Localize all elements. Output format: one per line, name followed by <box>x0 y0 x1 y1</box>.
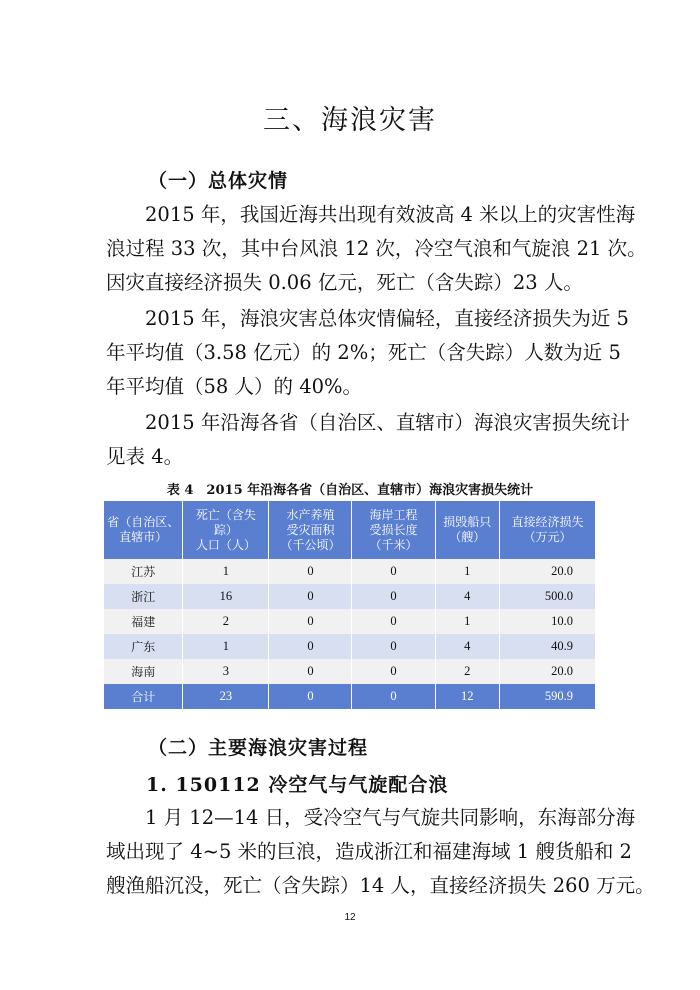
table-row <box>104 559 596 584</box>
subsection-heading-150112: 1. 150112 冷空气与气旋配合浪 <box>146 774 449 796</box>
section-heading-main-processes: （二）主要海浪灾害过程 <box>148 737 369 759</box>
header-coastal-works: 海岸工程 受损长度 （千米） <box>352 501 435 559</box>
cell-total-deaths: 23 <box>183 684 269 709</box>
cell-deaths: 1 <box>183 634 269 659</box>
page-number: 12 <box>344 912 356 923</box>
cell-coastal: 0 <box>352 634 435 659</box>
page-title: 三、海浪灾害 <box>263 105 437 136</box>
text-line: 域出现了 4~5 米的巨浪，造成浙江和福建海域 1 艘货船和 2 <box>106 840 632 863</box>
paragraph-overall-1 <box>106 198 647 300</box>
cell-total-ships: 12 <box>435 684 499 709</box>
cell-ships: 4 <box>435 584 499 609</box>
text-line: 年平均值（3.58 亿元）的 2%；死亡（含失踪）人数为近 5 <box>106 341 621 364</box>
cell-total-label: 合计 <box>104 684 183 709</box>
paragraph-overall-3 <box>106 406 630 474</box>
cell-loss: 20.0 <box>499 659 595 684</box>
loss-statistics-table <box>104 501 596 709</box>
text-line: 因灾直接经济损失 0.06 亿元，死亡（含失踪）23 人。 <box>106 271 583 294</box>
header-deaths: 死亡（含失踪） 人口（人） <box>183 501 269 559</box>
text-line: 2015 年，海浪灾害总体灾情偏轻，直接经济损失为近 5 <box>145 307 629 330</box>
header-aquaculture-area: 水产养殖 受灾面积 （千公顷） <box>269 501 352 559</box>
text-line: 艘渔船沉没，死亡（含失踪）14 人，直接经济损失 260 万元。 <box>106 874 655 897</box>
cell-loss: 10.0 <box>499 609 595 634</box>
cell-province: 江苏 <box>104 559 183 584</box>
text-line: 浪过程 33 次，其中台风浪 12 次，冷空气浪和气旋浪 21 次。 <box>106 237 647 260</box>
paragraph-150112 <box>106 801 655 903</box>
text-line: 2015 年沿海各省（自治区、直辖市）海浪灾害损失统计 <box>145 411 630 434</box>
cell-deaths: 2 <box>183 609 269 634</box>
table-row <box>104 609 596 634</box>
table-header-row <box>104 501 596 559</box>
text-line: 见表 4。 <box>106 445 184 468</box>
header-economic-loss: 直接经济损失 （万元） <box>499 501 595 559</box>
cell-coastal: 0 <box>352 584 435 609</box>
cell-province: 浙江 <box>104 584 183 609</box>
header-ships-destroyed: 损毁船只 （艘） <box>435 501 499 559</box>
table-total-row <box>104 684 596 709</box>
cell-province: 海南 <box>104 659 183 684</box>
cell-coastal: 0 <box>352 659 435 684</box>
cell-ships: 1 <box>435 559 499 584</box>
cell-loss: 20.0 <box>499 559 595 584</box>
table-row <box>104 659 596 684</box>
cell-province: 广东 <box>104 634 183 659</box>
cell-deaths: 3 <box>183 659 269 684</box>
table-row <box>104 634 596 659</box>
cell-province: 福建 <box>104 609 183 634</box>
cell-ships: 2 <box>435 659 499 684</box>
cell-aquaculture: 0 <box>269 659 352 684</box>
text-line: 1 月 12—14 日，受冷空气与气旋共同影响，东海部分海 <box>145 806 636 829</box>
cell-aquaculture: 0 <box>269 609 352 634</box>
cell-coastal: 0 <box>352 609 435 634</box>
cell-loss: 500.0 <box>499 584 595 609</box>
cell-total-coastal: 0 <box>352 684 435 709</box>
cell-aquaculture: 0 <box>269 559 352 584</box>
header-province: 省（自治区、 直辖市） <box>104 501 183 559</box>
paragraph-overall-2 <box>106 302 629 404</box>
section-heading-overall: （一）总体灾情 <box>148 170 289 192</box>
cell-deaths: 1 <box>183 559 269 584</box>
cell-total-loss: 590.9 <box>499 684 595 709</box>
cell-aquaculture: 0 <box>269 584 352 609</box>
table-row <box>104 584 596 609</box>
text-line: 2015 年，我国近海共出现有效波高 4 米以上的灾害性海 <box>145 203 636 226</box>
cell-loss: 40.9 <box>499 634 595 659</box>
cell-ships: 1 <box>435 609 499 634</box>
cell-ships: 4 <box>435 634 499 659</box>
text-line: 年平均值（58 人）的 40%。 <box>106 375 363 398</box>
cell-deaths: 16 <box>183 584 269 609</box>
table-caption: 表 4 2015 年沿海各省（自治区、直辖市）海浪灾害损失统计 <box>166 483 534 498</box>
cell-coastal: 0 <box>352 559 435 584</box>
cell-aquaculture: 0 <box>269 634 352 659</box>
cell-total-aquaculture: 0 <box>269 684 352 709</box>
